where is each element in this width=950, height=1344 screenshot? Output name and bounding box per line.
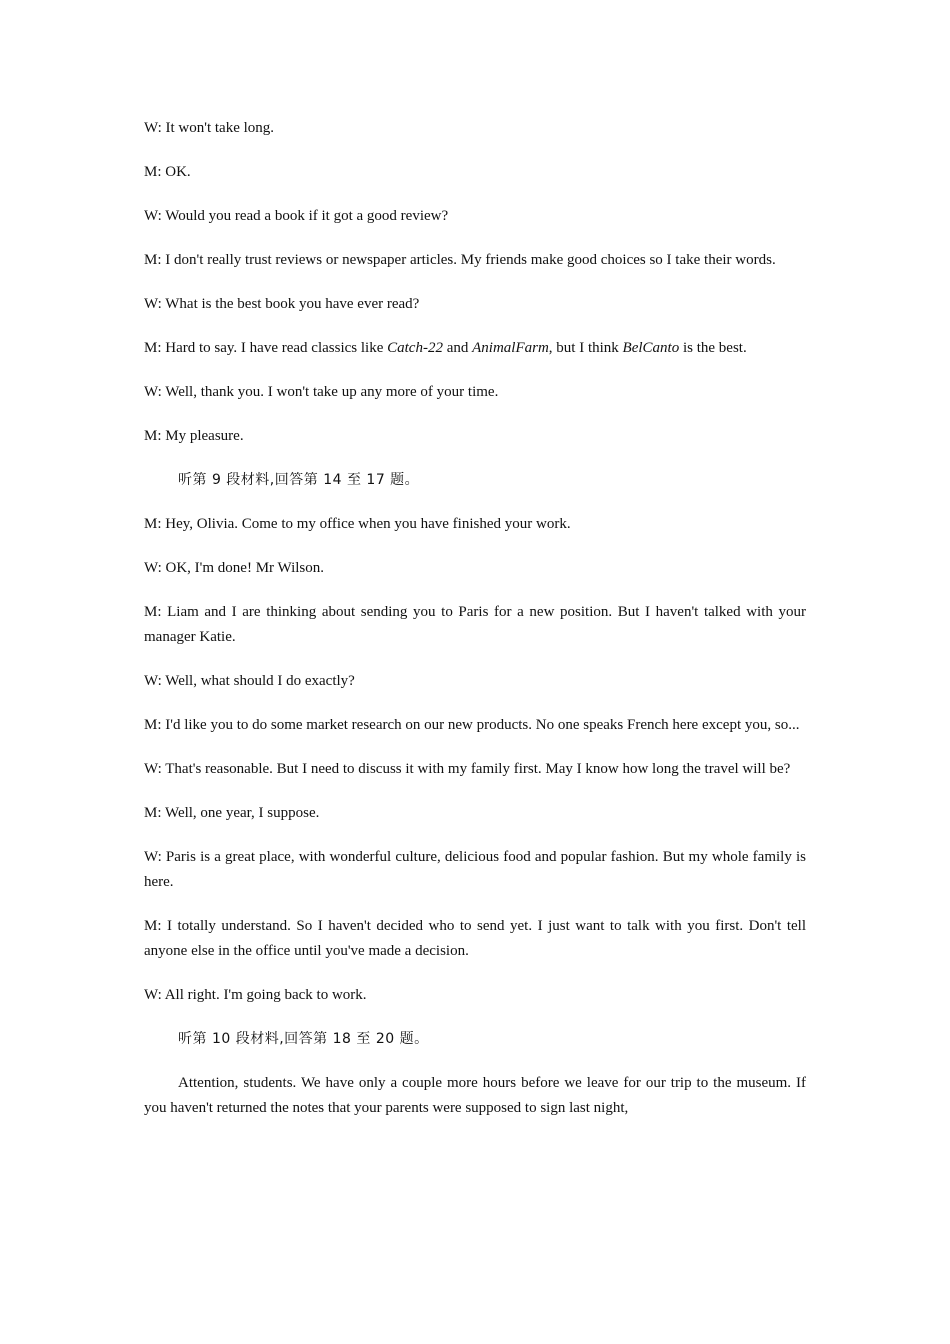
dialogue-line: W: OK, I'm done! Mr Wilson.: [144, 560, 324, 576]
line-text: is the best.: [679, 340, 747, 356]
line-text: , but I think: [548, 340, 623, 356]
monologue-paragraph: Attention, students. We have only a couple more hours before we leave for our trip to the museum. If you haven't returned the notes that your parents were supposed to sign last night,: [144, 1075, 806, 1116]
dialogue-line: W: Well, what should I do exactly?: [144, 673, 355, 689]
dialogue-line: M: Liam and I are thinking about sending you to Paris for a new position. But I haven't talked with your manager Katie.: [144, 604, 806, 645]
dialogue-line: W: Paris is a great place, with wonderful culture, delicious food and popular fashion. But my whole family is here.: [144, 849, 806, 890]
dialogue-line: M: OK.: [144, 164, 191, 180]
book-title: Catch-22: [387, 340, 443, 356]
dialogue-line: M: Well, one year, I suppose.: [144, 805, 320, 821]
dialogue-line: M: I'd like you to do some market research on our new products. No one speaks French here except you, so...: [144, 717, 800, 733]
section-heading: 听第 9 段材料,回答第 14 至 17 题。: [178, 472, 420, 488]
section-heading: 听第 10 段材料,回答第 18 至 20 题。: [178, 1031, 429, 1047]
dialogue-line: [144, 336, 806, 361]
line-text: M: Hard to say. I have read classics like: [144, 340, 388, 356]
dialogue-line: W: It won't take long.: [144, 120, 275, 136]
dialogue-line: W: Well, thank you. I won't take up any more of your time.: [144, 384, 499, 400]
document-page: [144, 116, 806, 1121]
book-title: BelCanto: [622, 340, 680, 356]
dialogue-line: W: All right. I'm going back to work.: [144, 987, 367, 1003]
dialogue-line: M: Hey, Olivia. Come to my office when you have finished your work.: [144, 516, 571, 532]
dialogue-line: W: Would you read a book if it got a good review?: [144, 208, 449, 224]
dialogue-line: W: What is the best book you have ever read?: [144, 296, 420, 312]
dialogue-line: M: I don't really trust reviews or newspaper articles. My friends make good choices so I take their words.: [144, 252, 776, 268]
book-title: AnimalFarm: [472, 340, 549, 356]
dialogue-line: M: I totally understand. So I haven't decided who to send yet. I just want to talk with you first. Don't tell anyone else in the office until you've made a decision.: [144, 918, 806, 959]
dialogue-line: M: My pleasure.: [144, 428, 244, 444]
line-text: and: [442, 340, 473, 356]
dialogue-line: W: That's reasonable. But I need to discuss it with my family first. May I know how long the travel will be?: [144, 761, 791, 777]
